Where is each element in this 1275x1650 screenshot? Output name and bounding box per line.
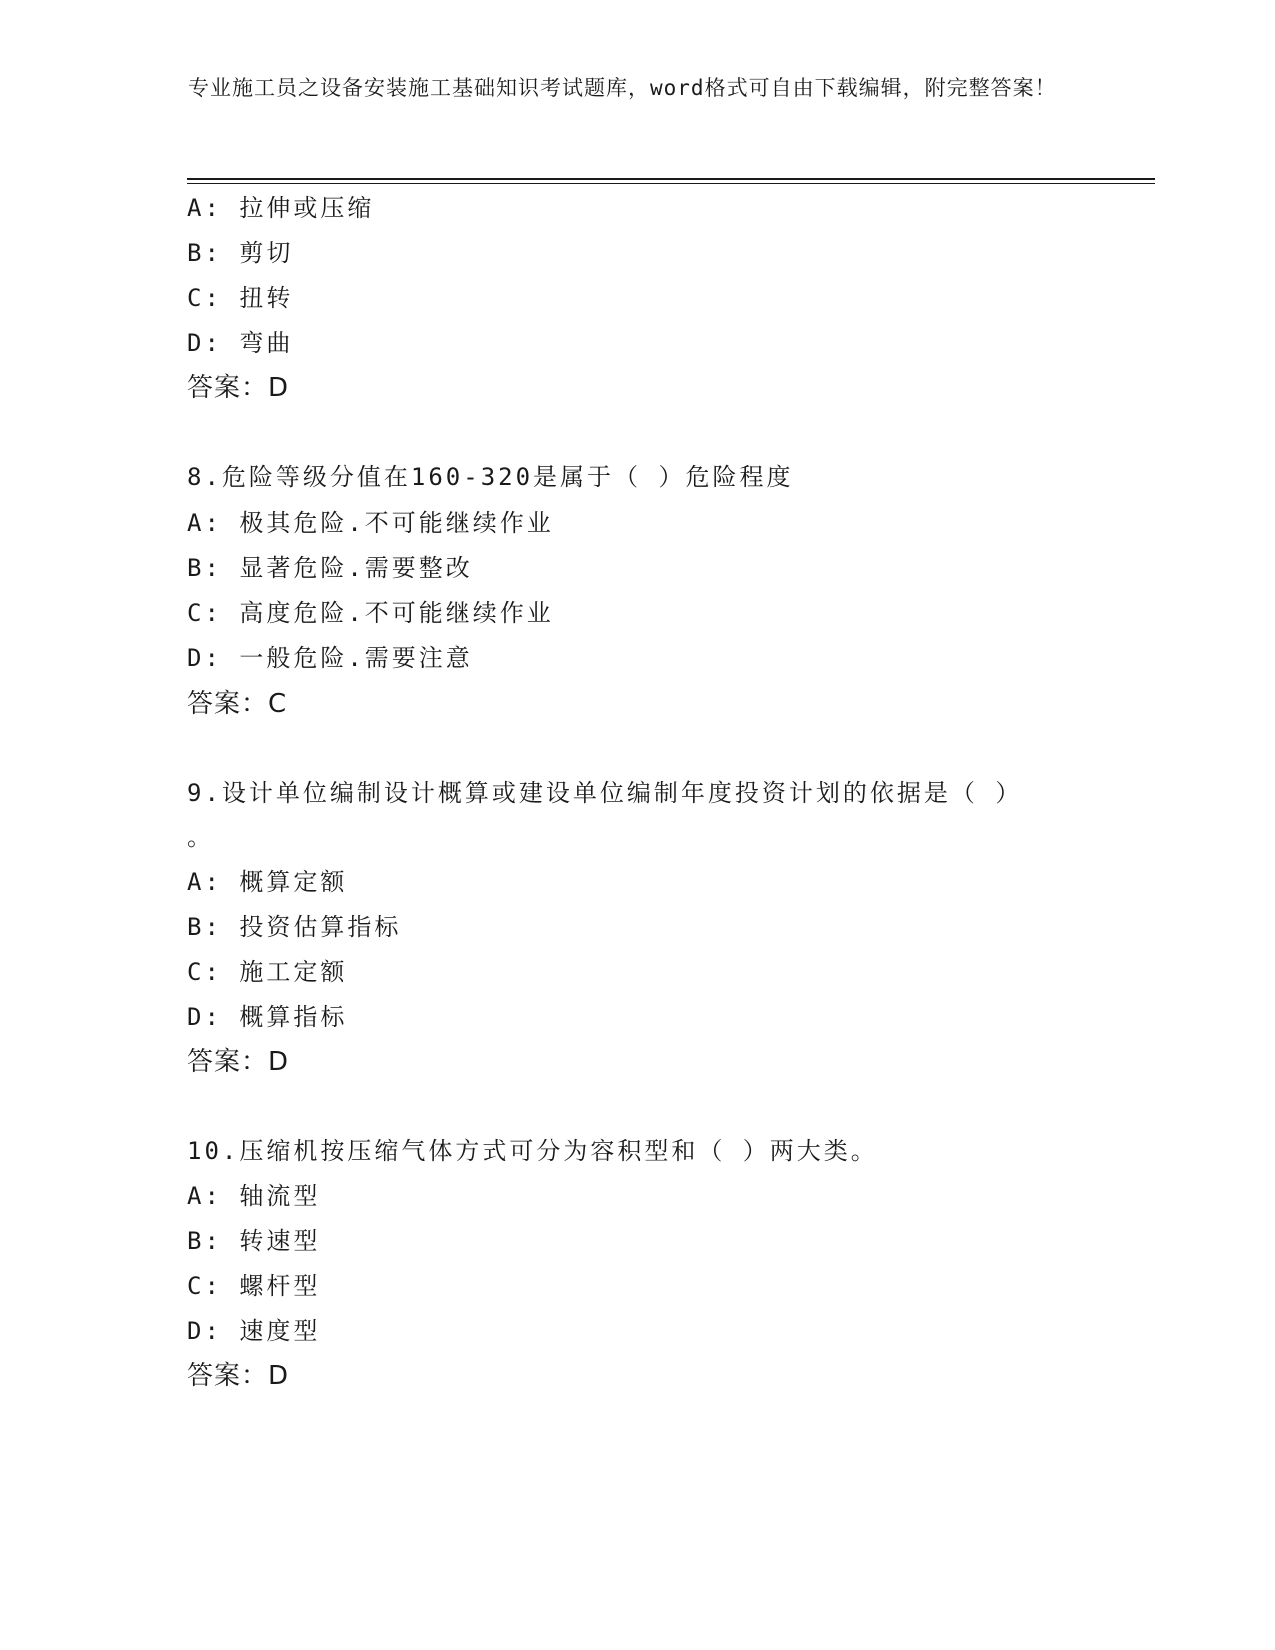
q10-option-d: D: 速度型 [187,1317,321,1345]
q9-option-b: B: 投资估算指标 [187,913,402,941]
q8-option-c: C: 高度危险.不可能继续作业 [187,599,554,627]
q8-option-b: B: 显著危险.需要整改 [187,554,473,582]
q9-stem-continuation: 。 [187,823,214,851]
q10-option-c: C: 螺杆型 [187,1272,321,1300]
header-divider-thick [187,178,1155,180]
prev-option-b: B: 剪切 [187,239,294,267]
q9-answer: 答案：D [187,1047,290,1077]
q8-option-d: D: 一般危险.需要注意 [187,644,473,672]
document-header: 专业施工员之设备安装施工基础知识考试题库，word格式可自由下载编辑，附完整答案！ [188,76,1057,100]
q8-stem: 8.危险等级分值在160-320是属于（ ）危险程度 [187,463,794,491]
q8-option-a: A: 极其危险.不可能继续作业 [187,509,554,537]
prev-answer: 答案：D [187,373,290,403]
q9-stem: 9.设计单位编制设计概算或建设单位编制年度投资计划的依据是（ ） [187,779,1023,807]
q10-stem: 10.压缩机按压缩气体方式可分为容积型和（ ）两大类。 [187,1137,878,1165]
q9-option-c: C: 施工定额 [187,958,348,986]
q9-option-a: A: 概算定额 [187,868,348,896]
q10-option-b: B: 转速型 [187,1227,321,1255]
q10-answer: 答案：D [187,1361,290,1391]
q9-option-d: D: 概算指标 [187,1003,348,1031]
header-divider-thin [187,183,1155,184]
prev-option-a: A: 拉伸或压缩 [187,194,375,222]
q8-answer: 答案：C [187,689,288,719]
prev-option-c: C: 扭转 [187,284,294,312]
prev-option-d: D: 弯曲 [187,329,294,357]
q10-option-a: A: 轴流型 [187,1182,321,1210]
